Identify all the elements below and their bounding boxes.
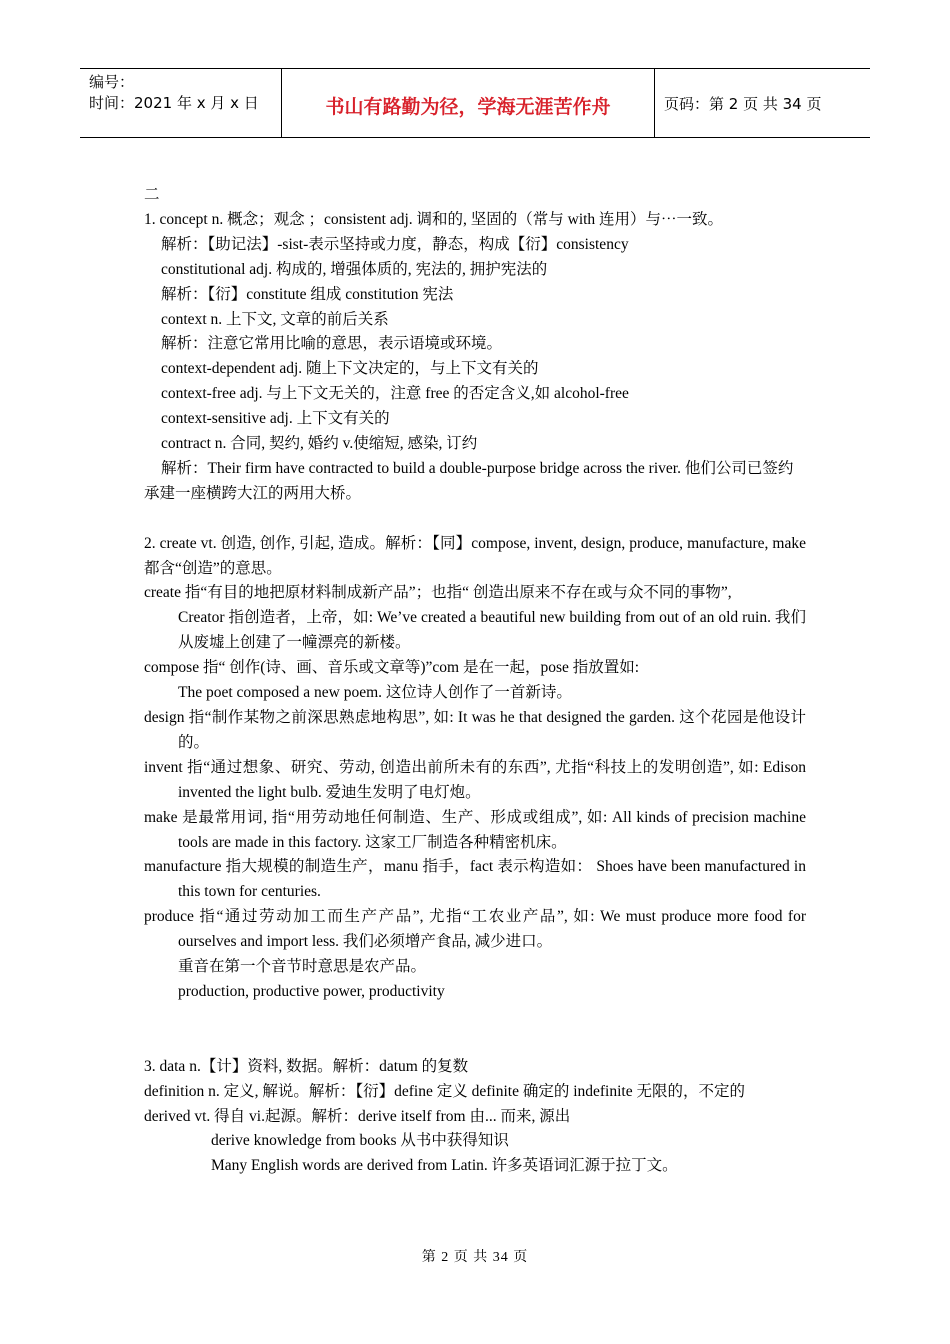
header-page-cell: [655, 69, 870, 137]
header-motto: 书山有路勤为径，学海无涯苦作舟: [325, 95, 611, 118]
entry-line: 2. create vt. 创造, 创作, 引起, 造成。解析：【同】compose, invent, design, produce, manufacture, make 都含“创造”的意思。: [144, 534, 806, 577]
entry-line: make 是最常用词, 指“用劳动地任何制造、生产、形成或组成”, 如: All kinds of precision machine tools are made in this factory. 这家工厂制造各种精密机床。: [144, 808, 806, 851]
entry-line: 重音在第一个音节时意思是农产品。: [178, 958, 427, 976]
section-mark: 二: [144, 186, 160, 203]
entry-line: definition n. 定义, 解说。解析：【衍】define 定义 definite 确定的 indefinite 无限的，不定的: [144, 1082, 745, 1100]
entry-line: derived vt. 得自 vi.起源。解析：derive itself from 由... 而来, 源出: [144, 1107, 571, 1125]
entry-line: 3. data n.【计】资料, 数据。解析：datum 的复数: [144, 1057, 469, 1075]
entry-line: invent 指“通过想象、研究、劳动, 创造出前所未有的东西”, 尤指“科技上的发明创造”, 如: Edison invented the light bulb. 爱迪生发明了电灯炮。: [144, 758, 806, 801]
entry-line: derive knowledge from books 从书中获得知识: [211, 1132, 509, 1150]
entry-line: context-free adj. 与上下文无关的，注意 free 的否定含义,如 alcohol-free: [161, 385, 629, 403]
entry-line: produce 指“通过劳动加工而生产产品”, 尤指“工农业产品”, 如: We must produce more food for ourselves and import less. 我们必须增产食品, 减少进口。: [144, 908, 806, 951]
entry-line: 解析：Their firm have contracted to build a double-purpose bridge across the river. 他们公司已签约承建一座横跨大江的两用大桥。: [144, 459, 794, 502]
entry-line: 解析：【衍】constitute 组成 constitution 宪法: [161, 285, 454, 303]
entry-line: compose 指“ 创作(诗、画、音乐或文章等)”com 是在一起，pose 指放置如:: [144, 659, 640, 677]
entry-line: The poet composed a new poem. 这位诗人创作了一首新诗。: [178, 684, 572, 702]
page-footer: 第 2 页 共 34 页: [421, 1250, 529, 1265]
entry-line: production, productive power, productivity: [178, 982, 445, 1000]
entry-line: contract n. 合同, 契约, 婚约 v.使缩短, 感染, 订约: [161, 435, 478, 453]
entry-line: create 指“有目的地把原材料制成新产品”；也指“ 创造出原来不存在或与众不同的事物”,: [144, 584, 732, 602]
entry-line: design 指“制作某物之前深思熟虑地构思”, 如: It was he that designed the garden. 这个花园是他设计的。: [144, 709, 806, 751]
entry-line: 解析：注意它常用比喻的意思，表示语境或环境。: [161, 335, 503, 353]
header-motto-cell: [282, 69, 655, 137]
entry-line: context-sensitive adj. 上下文有关的: [161, 410, 390, 428]
entry-line: constitutional adj. 构成的, 增强体质的, 宪法的, 拥护宪法的: [161, 260, 548, 278]
spacer: [144, 1005, 806, 1055]
document-body: [144, 183, 806, 1179]
header-date-label: 时间：2021 年 x 月 x 日: [89, 94, 259, 112]
entry-line: 解析：【助记法】-sist-表示坚持或力度，静态，构成【衍】consistency: [161, 235, 629, 253]
entry-line: Many English words are derived from Latin. 许多英语词汇源于拉丁文。: [211, 1157, 678, 1175]
entry-line: context-dependent adj. 随上下文决定的，与上下文有关的: [161, 360, 539, 378]
entry-line: Creator 指创造者，上帝，如: We’ve created a beautiful new building from out of an old ruin. 我们从废墟上创建了一幢漂亮的新楼。: [178, 609, 806, 652]
page-header: [80, 68, 870, 138]
entry-line: 1. concept n. 概念；观念 ；consistent adj. 调和的, 坚固的（常与 with 连用）与⋯一致。: [144, 210, 724, 228]
header-number-label: 编号：: [89, 73, 135, 91]
header-meta-cell: [80, 69, 282, 137]
header-page-info: 页码：第 2 页 共 34 页: [664, 94, 822, 113]
entry-line: manufacture 指大规模的制造生产，manu 指手，fact 表示构造如： Shoes have been manufactured in this town for centuries.: [144, 858, 806, 901]
entry-line: context n. 上下文, 文章的前后关系: [161, 310, 389, 328]
spacer: [144, 507, 806, 532]
